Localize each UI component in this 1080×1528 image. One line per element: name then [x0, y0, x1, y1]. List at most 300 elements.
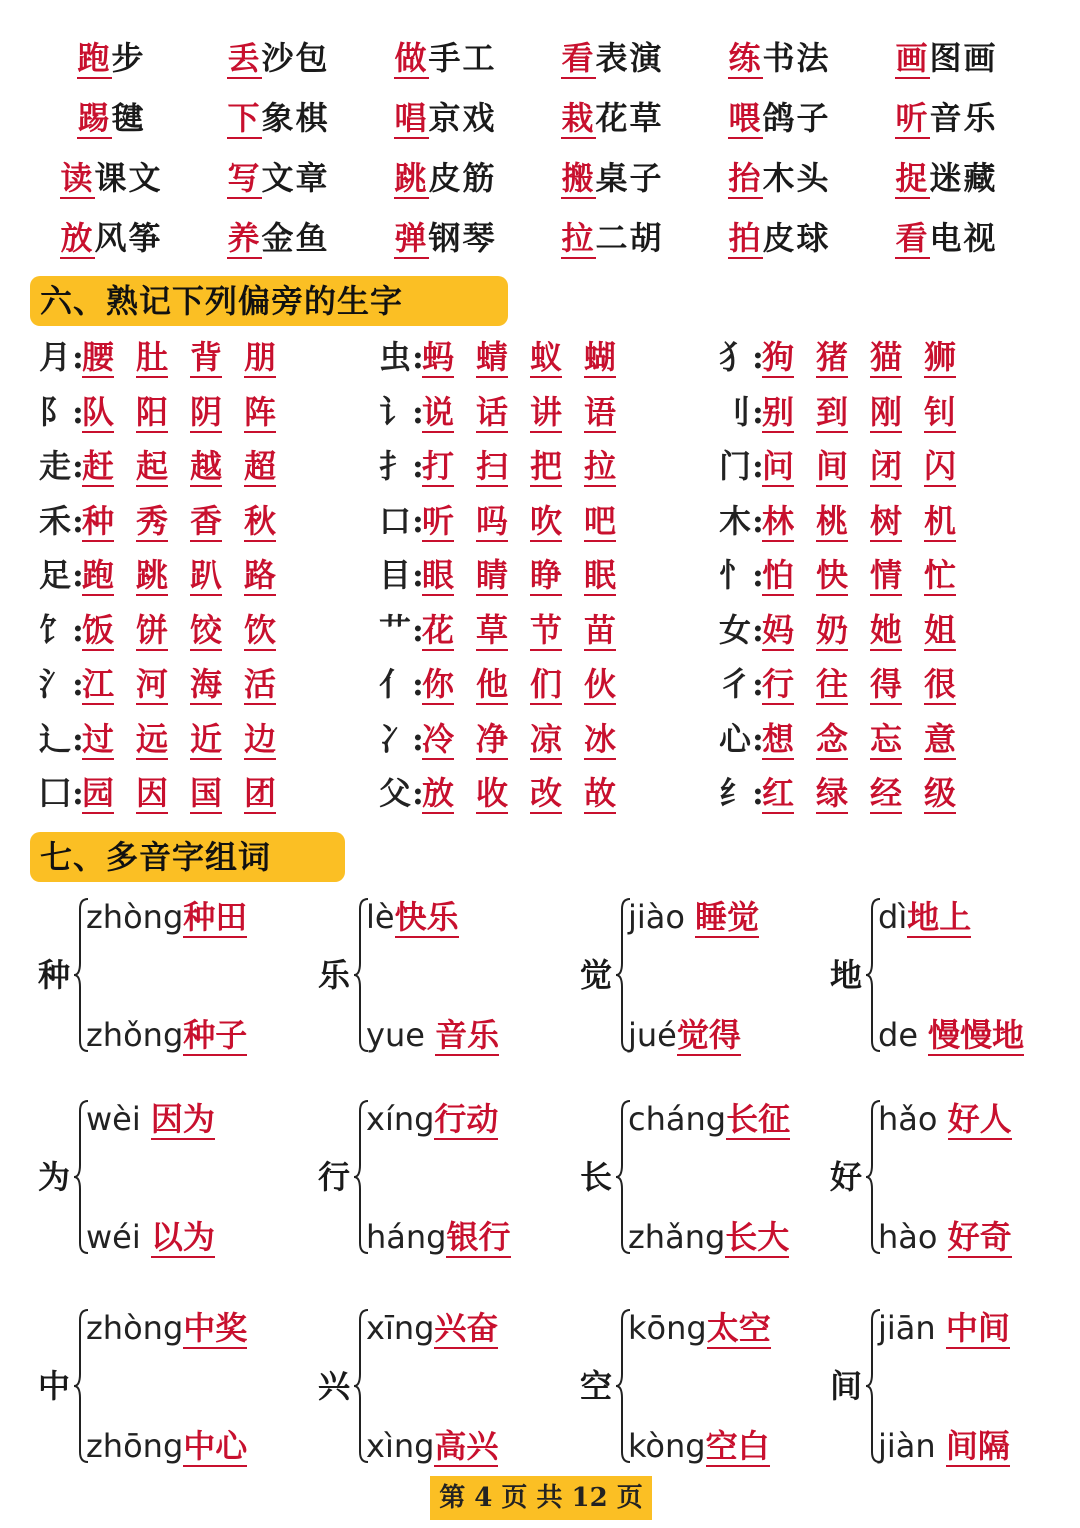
- section6-banner: [30, 276, 508, 326]
- radical-group: [378, 657, 638, 711]
- colon-separator: :: [412, 338, 424, 376]
- example-word: 音乐: [435, 1016, 500, 1054]
- pinyin: zhōng: [86, 1427, 184, 1465]
- example-word: 空白: [705, 1427, 770, 1465]
- example-word: 种子: [183, 1016, 248, 1054]
- object-text: 步: [111, 39, 146, 77]
- radical-character-text: 奶: [816, 610, 849, 649]
- radical-character-text: 腰: [82, 338, 115, 376]
- verb-char: 踢: [77, 99, 112, 137]
- radical-character: [530, 548, 584, 602]
- radical-character: [870, 330, 924, 384]
- radical-character: [584, 439, 638, 493]
- radical-character: [244, 439, 298, 493]
- radical-symbol: 虫: [378, 338, 411, 376]
- radical-character-text: 园: [82, 774, 115, 812]
- radical-character-text: 姐: [924, 610, 957, 649]
- radical-group: [378, 439, 638, 493]
- radical-row: [0, 766, 1080, 820]
- radical-character: [244, 330, 298, 384]
- radical-character: [762, 712, 816, 766]
- radical-character-text: 伙: [584, 665, 617, 703]
- verb-char: 读: [60, 159, 95, 197]
- reading-lower: [366, 1215, 511, 1259]
- radical-character: [530, 766, 584, 820]
- object-text: 京戏: [428, 99, 497, 137]
- radical-group: [378, 385, 638, 439]
- radical-character-text: 秀: [136, 501, 169, 540]
- radical-group: [378, 330, 638, 384]
- radical-character: [584, 712, 638, 766]
- polyphonic-base-char: 中: [38, 1367, 71, 1405]
- colon-separator: :: [752, 447, 764, 485]
- radical-character-text: 很: [924, 665, 957, 703]
- radical-character: [82, 330, 136, 384]
- colon-separator: :: [752, 501, 764, 540]
- reading-upper: [628, 1097, 790, 1141]
- radical-character: [422, 766, 476, 820]
- colon-separator: :: [752, 556, 764, 594]
- colon-separator: :: [72, 447, 84, 485]
- radical-character-text: 绿: [816, 774, 849, 812]
- radical-character: [244, 657, 298, 711]
- radical-group: [38, 439, 298, 493]
- radical-character: [762, 439, 816, 493]
- page-footer: [430, 1476, 652, 1520]
- radical-character: [816, 657, 870, 711]
- radical-character-text: 饼: [136, 610, 169, 649]
- radical-character-text: 活: [244, 665, 277, 703]
- radical-character: [816, 548, 870, 602]
- polyphonic-entry: [310, 895, 570, 1055]
- radical-character: [422, 712, 476, 766]
- radical-symbol: 犭: [718, 338, 751, 376]
- radical-symbol: 禾: [38, 501, 71, 540]
- radical-character: [530, 494, 584, 548]
- radical-group: [38, 657, 298, 711]
- example-word: 长大: [725, 1218, 790, 1256]
- radical-character-text: 吹: [530, 501, 563, 540]
- radical-character: [244, 603, 298, 657]
- verb-char: 做: [394, 39, 429, 77]
- radical-character-text: 种: [82, 501, 115, 540]
- polyphonic-base-char: 空: [580, 1367, 613, 1405]
- colon-separator: :: [752, 392, 764, 431]
- verb-char: 养: [227, 219, 262, 257]
- radical-character-text: 桃: [816, 501, 849, 540]
- verb-phrase: [28, 208, 195, 268]
- pinyin: xíng: [366, 1100, 435, 1138]
- example-word: 好奇: [947, 1218, 1012, 1256]
- object-text: 金鱼: [261, 219, 330, 257]
- radical-character-text: 阵: [244, 392, 277, 431]
- colon-separator: :: [412, 774, 424, 812]
- object-text: 电视: [929, 219, 998, 257]
- radical-character: [584, 494, 638, 548]
- radical-group: [38, 766, 298, 820]
- verb-char: 喂: [728, 99, 763, 137]
- colon-separator: :: [72, 392, 84, 431]
- radical-group: [38, 712, 298, 766]
- colon-separator: :: [752, 665, 764, 703]
- example-word: 中间: [945, 1309, 1010, 1347]
- radical-character-text: 到: [816, 392, 849, 431]
- radical-character: [136, 330, 190, 384]
- radical-character: [476, 712, 530, 766]
- pinyin: kòng: [628, 1427, 706, 1465]
- radical-character-text: 海: [190, 665, 223, 703]
- pinyin: wèi: [86, 1100, 151, 1138]
- radical-character: [584, 657, 638, 711]
- example-word: 以为: [150, 1218, 215, 1256]
- object-text: 表演: [595, 39, 664, 77]
- radical-character-text: 忙: [924, 556, 957, 594]
- example-word: 慢慢地: [928, 1016, 1025, 1054]
- radical-character: [82, 766, 136, 820]
- radical-character-text: 江: [82, 665, 115, 703]
- radical-character: [422, 330, 476, 384]
- reading-lower: [86, 1424, 247, 1468]
- verb-char: 看: [895, 219, 930, 257]
- colon-separator: :: [752, 338, 764, 376]
- pinyin: xìng: [366, 1427, 435, 1465]
- reading-lower: [86, 1215, 215, 1259]
- polyphonic-base-char: 好: [830, 1158, 863, 1196]
- radical-character-text: 朋: [244, 338, 277, 376]
- object-text: 毽: [111, 99, 146, 137]
- radical-symbol: 囗: [38, 774, 71, 812]
- pinyin: hǎo: [878, 1100, 948, 1138]
- radical-character-text: 间: [816, 447, 849, 485]
- radical-character-text: 怕: [762, 556, 795, 594]
- example-word: 银行: [446, 1218, 511, 1256]
- object-text: 图画: [929, 39, 998, 77]
- radical-symbol: 讠: [378, 392, 411, 431]
- radical-character: [530, 330, 584, 384]
- verb-phrase: [28, 148, 195, 208]
- polyphonic-entry: [572, 1097, 832, 1257]
- radical-character: [422, 385, 476, 439]
- verb-char: 看: [561, 39, 596, 77]
- example-word: 觉得: [676, 1016, 741, 1054]
- radical-character-text: 边: [244, 719, 277, 758]
- radical-character-text: 秋: [244, 501, 277, 540]
- object-text: 木头: [762, 159, 831, 197]
- radical-character: [422, 548, 476, 602]
- radical-character: [530, 385, 584, 439]
- verb-phrase: [362, 148, 529, 208]
- colon-separator: :: [412, 719, 424, 758]
- pinyin: zhǎng: [628, 1218, 726, 1256]
- radical-character-text: 闭: [870, 447, 903, 485]
- verb-phrase: [696, 208, 863, 268]
- verb-phrase: [863, 208, 1030, 268]
- reading-upper: [628, 895, 759, 939]
- radical-character-text: 因: [136, 774, 169, 812]
- radical-character-text: 蚂: [422, 338, 455, 376]
- radical-character: [762, 766, 816, 820]
- radical-symbol: 足: [38, 556, 71, 594]
- colon-separator: :: [72, 610, 84, 649]
- verb-phrase: [28, 28, 195, 88]
- verb-char: 捉: [895, 159, 930, 197]
- colon-separator: :: [752, 610, 764, 649]
- radical-character-text: 想: [762, 719, 795, 758]
- radical-character-text: 猪: [816, 338, 849, 376]
- radical-character: [924, 603, 978, 657]
- colon-separator: :: [72, 338, 84, 376]
- polyphonic-entry: [572, 1306, 832, 1466]
- radical-character-text: 得: [870, 665, 903, 703]
- radical-character: [136, 712, 190, 766]
- radical-character-text: 妈: [762, 610, 795, 649]
- verb-phrase: [696, 148, 863, 208]
- reading-lower: [366, 1424, 498, 1468]
- reading-upper: [878, 1097, 1012, 1141]
- colon-separator: :: [752, 774, 764, 812]
- radical-symbol: 阝: [38, 392, 71, 431]
- polyphonic-base-char: 兴: [318, 1367, 351, 1405]
- radical-group: [718, 439, 978, 493]
- polyphonic-base-char: 觉: [580, 956, 613, 994]
- radical-character: [82, 548, 136, 602]
- radical-character-text: 往: [816, 665, 849, 703]
- radical-character: [762, 330, 816, 384]
- pinyin: dì: [878, 898, 908, 936]
- radical-character: [136, 494, 190, 548]
- example-word: 因为: [150, 1100, 215, 1138]
- radical-group: [718, 330, 978, 384]
- radical-character-text: 冷: [422, 719, 455, 758]
- radical-character-text: 赶: [82, 447, 115, 485]
- radical-group: [38, 494, 298, 548]
- radical-character-text: 阳: [136, 392, 169, 431]
- radical-character-text: 睁: [530, 556, 563, 594]
- radical-character-text: 树: [870, 501, 903, 540]
- section6-title: 六、熟记下列偏旁的生字: [40, 282, 404, 320]
- radical-character: [584, 330, 638, 384]
- radical-character: [190, 657, 244, 711]
- radical-character: [136, 766, 190, 820]
- radical-character-text: 越: [190, 447, 223, 485]
- radical-character: [476, 657, 530, 711]
- radical-character: [870, 385, 924, 439]
- example-word: 地上: [907, 898, 972, 936]
- polyphonic-base-char: 间: [830, 1367, 863, 1405]
- radical-character-text: 听: [422, 501, 455, 540]
- radical-character-text: 讲: [530, 392, 563, 431]
- verb-char: 栽: [561, 99, 596, 137]
- radical-character-text: 饺: [190, 610, 223, 649]
- radical-group: [718, 657, 978, 711]
- radical-character: [584, 385, 638, 439]
- verb-phrase: [529, 208, 696, 268]
- radical-character-text: 花: [422, 610, 455, 649]
- polyphonic-entry: [822, 1097, 1080, 1257]
- radical-character: [816, 330, 870, 384]
- radical-character-text: 们: [530, 665, 563, 703]
- pinyin: zhòng: [86, 898, 184, 936]
- radical-character: [530, 712, 584, 766]
- colon-separator: :: [752, 719, 764, 758]
- radical-symbol: 门: [718, 447, 751, 485]
- radical-character: [422, 439, 476, 493]
- colon-separator: :: [412, 447, 424, 485]
- radical-symbol: 纟: [718, 774, 751, 812]
- radical-group: [378, 712, 638, 766]
- verb-phrase: [195, 208, 362, 268]
- radical-character-text: 净: [476, 719, 509, 758]
- verb-phrase: [863, 148, 1030, 208]
- radical-character-text: 他: [476, 665, 509, 703]
- radical-character: [816, 766, 870, 820]
- radical-character: [190, 385, 244, 439]
- polyphonic-entry: [310, 1306, 570, 1466]
- radical-symbol: 木: [718, 501, 751, 540]
- radical-group: [378, 548, 638, 602]
- example-word: 行动: [434, 1100, 499, 1138]
- radical-character-text: 别: [762, 392, 795, 431]
- verb-phrase: [362, 28, 529, 88]
- radical-character: [816, 603, 870, 657]
- verb-row: [0, 88, 1080, 148]
- verb-row: [0, 208, 1080, 268]
- radical-character-text: 超: [244, 447, 277, 485]
- radical-row: [0, 330, 1080, 384]
- example-word: 中奖: [183, 1309, 248, 1347]
- object-text: 手工: [428, 39, 497, 77]
- radical-symbol: 辶: [38, 719, 71, 758]
- verb-phrase: [28, 88, 195, 148]
- object-text: 风筝: [94, 219, 163, 257]
- object-text: 迷藏: [929, 159, 998, 197]
- radical-character-text: 林: [762, 501, 795, 540]
- radical-symbol: 氵: [38, 665, 71, 703]
- radical-symbol: 冫: [378, 719, 411, 758]
- radical-row: [0, 385, 1080, 439]
- reading-upper: [878, 895, 971, 939]
- radical-row: [0, 494, 1080, 548]
- radical-character-text: 吧: [584, 501, 617, 540]
- radical-symbol: 目: [378, 556, 411, 594]
- reading-upper: [366, 895, 459, 939]
- radical-character-text: 情: [870, 556, 903, 594]
- radical-character: [924, 330, 978, 384]
- radical-character: [136, 439, 190, 493]
- radical-character: [82, 385, 136, 439]
- verb-char: 放: [60, 219, 95, 257]
- polyphonic-base-char: 地: [830, 956, 863, 994]
- radical-character: [762, 603, 816, 657]
- pinyin: hào: [878, 1218, 948, 1256]
- radical-character: [762, 548, 816, 602]
- radical-character-text: 忘: [870, 719, 903, 758]
- reading-upper: [366, 1097, 498, 1141]
- radical-row: [0, 657, 1080, 711]
- radical-symbol: 月: [38, 338, 71, 376]
- radical-group: [718, 548, 978, 602]
- object-text: 鸽子: [762, 99, 831, 137]
- radical-character-text: 机: [924, 501, 957, 540]
- radical-character: [244, 548, 298, 602]
- radical-character: [82, 494, 136, 548]
- radical-character: [82, 603, 136, 657]
- radical-character: [244, 494, 298, 548]
- radical-group: [718, 494, 978, 548]
- radical-group: [718, 712, 978, 766]
- radical-symbol: 女: [718, 610, 751, 649]
- radical-group: [38, 603, 298, 657]
- radical-character: [762, 494, 816, 548]
- example-word: 高兴: [434, 1427, 499, 1465]
- pinyin: háng: [366, 1218, 447, 1256]
- radical-symbol: 亻: [378, 665, 411, 703]
- polyphonic-base-char: 种: [38, 956, 71, 994]
- radical-character: [244, 766, 298, 820]
- colon-separator: :: [412, 665, 424, 703]
- radical-character: [870, 712, 924, 766]
- radical-group: [38, 548, 298, 602]
- object-text: 皮球: [762, 219, 831, 257]
- reading-lower: [86, 1013, 247, 1057]
- radical-character: [816, 439, 870, 493]
- verb-phrase: [362, 88, 529, 148]
- radical-character-text: 趴: [190, 556, 223, 594]
- reading-upper: [86, 1306, 247, 1350]
- reading-lower: [878, 1215, 1012, 1259]
- radical-character: [530, 439, 584, 493]
- radical-character-text: 把: [530, 447, 563, 485]
- radical-symbol: 彳: [718, 665, 751, 703]
- radical-character-text: 眼: [422, 556, 455, 594]
- example-word: 好人: [947, 1100, 1012, 1138]
- reading-lower: [628, 1013, 741, 1057]
- reading-lower: [878, 1424, 1010, 1468]
- radical-character-text: 近: [190, 719, 223, 758]
- radical-character-text: 团: [244, 774, 277, 812]
- pinyin: jué: [628, 1016, 677, 1054]
- pinyin: kōng: [628, 1309, 707, 1347]
- colon-separator: :: [412, 392, 424, 431]
- colon-separator: :: [72, 774, 84, 812]
- radical-group: [718, 603, 978, 657]
- verb-char: 听: [895, 99, 930, 137]
- radical-character: [924, 439, 978, 493]
- reading-upper: [366, 1306, 498, 1350]
- example-word: 兴奋: [434, 1309, 499, 1347]
- radical-character-text: 问: [762, 447, 795, 485]
- radical-group: [38, 330, 298, 384]
- radical-character-text: 行: [762, 665, 795, 703]
- radical-character: [870, 657, 924, 711]
- radical-character-text: 打: [422, 447, 455, 485]
- radical-character-text: 凉: [530, 719, 563, 758]
- verb-phrase: [362, 208, 529, 268]
- verb-char: 下: [227, 99, 262, 137]
- radical-character-text: 过: [82, 719, 115, 758]
- radical-character: [870, 439, 924, 493]
- reading-upper: [86, 1097, 215, 1141]
- radical-character: [476, 330, 530, 384]
- radical-character-text: 意: [924, 719, 957, 758]
- radical-symbol: 艹: [378, 610, 411, 649]
- radical-character-text: 阴: [190, 392, 223, 431]
- polyphonic-base-char: 长: [580, 1158, 613, 1196]
- colon-separator: :: [72, 501, 84, 540]
- verb-char: 抬: [728, 159, 763, 197]
- example-word: 睡觉: [695, 898, 760, 936]
- radical-character-text: 香: [190, 501, 223, 540]
